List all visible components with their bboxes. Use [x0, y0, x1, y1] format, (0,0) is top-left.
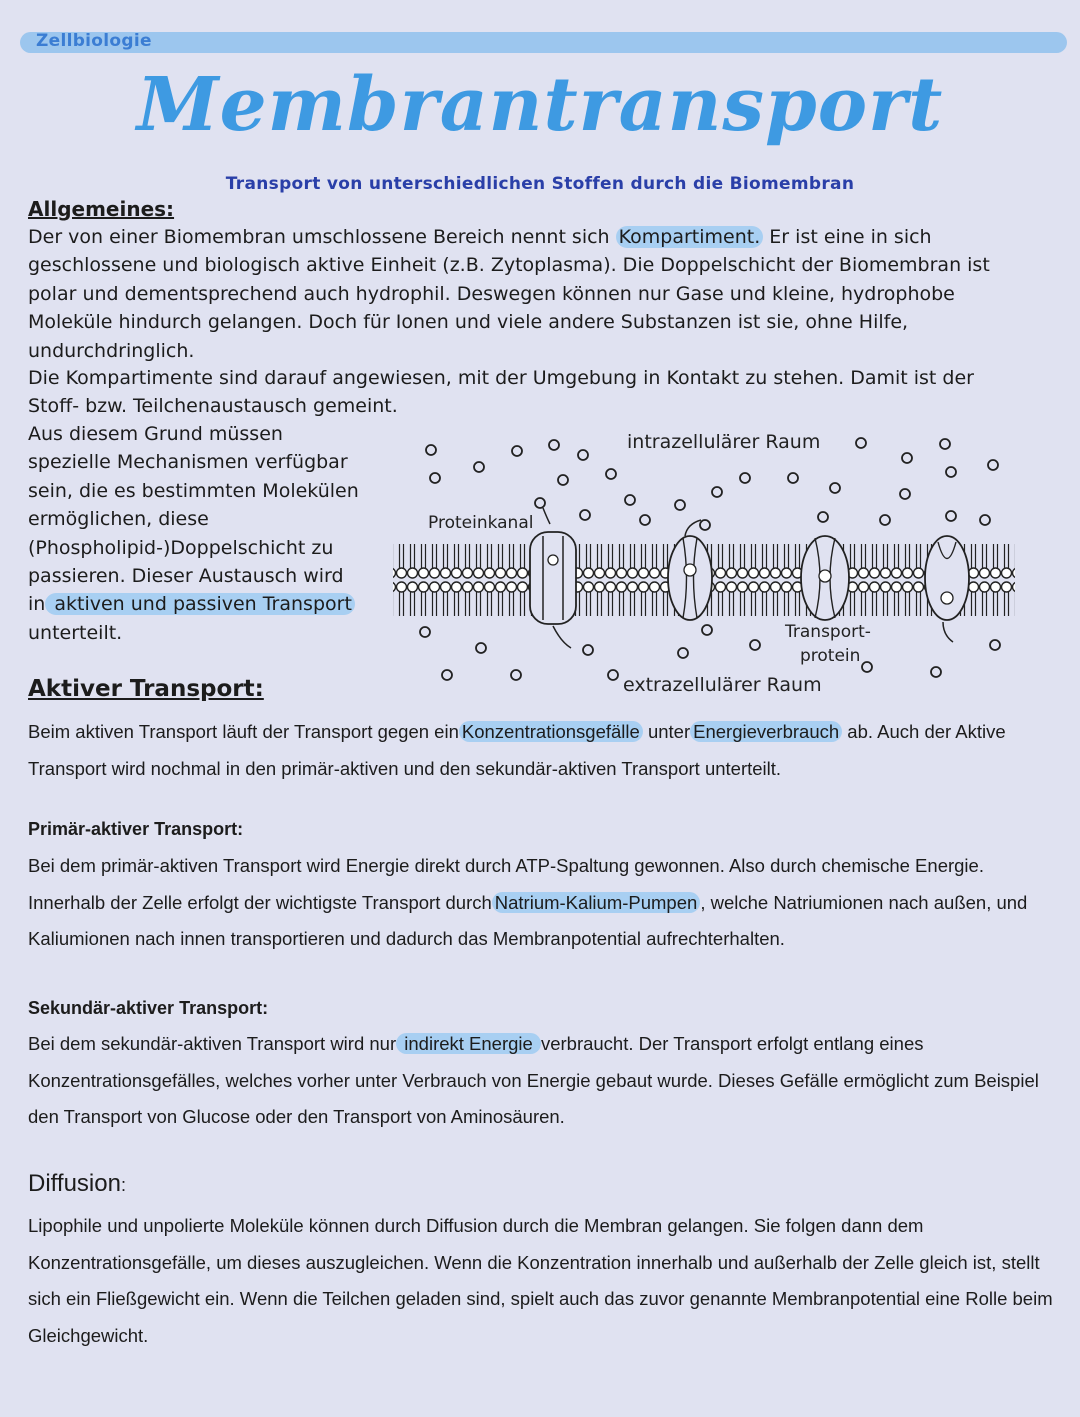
protein-channel-shape	[530, 532, 576, 624]
highlight-kompartiment: Kompartiment.	[616, 226, 764, 248]
page-title: Membrantransport	[136, 62, 944, 148]
primaer-paragraph: Bei dem primär-aktiven Transport wird Energie direkt durch ATP-Spaltung gewonnen. Also durch chemische Energie. Innerhalb der Zelle erfolgt der wichtigste Transport durch Natrium-Kalium-Pumpen , welche Natriumionen nach außen, und Kaliumionen nach innen transportieren und dadurch das Membranpotential aufrechterhalten.	[28, 855, 1028, 949]
transport-protein-2	[801, 536, 849, 620]
aktiv-heading: Aktiver Transport:	[28, 676, 264, 702]
allgemeines-heading: Allgemeines:	[28, 197, 175, 221]
allgemeines-paragraph-2: Die Kompartimente sind darauf angewiesen, mit der Umgebung in Kontakt zu stehen. Damit ist der Stoff- bzw. Teilchenaustausch gemeint.	[28, 367, 974, 418]
header-bar	[20, 32, 1067, 53]
page-subtitle: Transport von unterschiedlichen Stoffen durch die Biomembran	[225, 174, 855, 194]
transport-protein-1	[668, 536, 712, 620]
membrane-diagram	[385, 420, 1035, 705]
primaer-heading: Primär-aktiver Transport:	[28, 819, 244, 839]
highlight-indirekt-energie: indirekt Energie	[396, 1033, 541, 1054]
highlight-energieverbrauch: Energieverbrauch	[690, 721, 842, 742]
sekundaer-paragraph: Bei dem sekundär-aktiven Transport wird nur indirekt Energie verbraucht. Der Transport erfolgt entlang eines Konzentrationsgefälles, welches vorher unter Verbrauch von Energie gebaut wurde. Dieses Gefälle ermöglicht zum Beispiel den Transport von Glucose oder den Transport von Aminosäuren.	[28, 1033, 1039, 1127]
sekundaer-heading: Sekundär-aktiver Transport:	[28, 998, 269, 1018]
diffusion-heading: Diffusion:	[28, 1170, 126, 1197]
label-transport-2: protein	[800, 646, 861, 666]
highlight-konzentrationsgefaelle: Konzentrationsgefälle	[459, 721, 643, 742]
label-intrazellular: intrazellulärer Raum	[627, 431, 821, 453]
transport-protein-3	[925, 536, 969, 620]
aktiv-paragraph: Beim aktiven Transport läuft der Transport gegen ein Konzentrationsgefälle unter Energieverbrauch ab. Auch der Aktive Transport wird nochmal in den primär-aktiven und den sekundär-aktiven Transport unterteilt.	[28, 721, 1006, 779]
highlight-transport-types: aktiven und passiven Transport	[45, 593, 355, 615]
diffusion-paragraph: Lipophile und unpolierte Moleküle können durch Diffusion durch die Membran gelangen. Sie folgen dann dem Konzentrationsgefälle, um dieses auszugleichen. Wenn die Konzentration innerhalb und außerhalb der Zelle gleich ist, stellt sich ein Fließgewicht ein. Wenn die Teilchen geladen sind, spielt auch das zuvor genannte Membranpotential eine Rolle beim Gleichgewicht.	[28, 1215, 1053, 1346]
highlight-natrium-kalium-pumpen: Natrium-Kalium-Pumpen	[492, 892, 701, 913]
label-transport-1: Transport-	[785, 622, 871, 642]
label-proteinkanal: Proteinkanal	[428, 513, 534, 533]
allgemeines-paragraph-3: Aus diesem Grund müssen spezielle Mechanismen verfügbar sein, die es bestimmten Molekülen ermöglichen, diese (Phospholipid-)Doppelschicht zu passieren. Dieser Austausch wird in aktiven und passiven Transport unterteilt.	[28, 423, 359, 644]
topic-tag: Zellbiologie	[36, 31, 152, 51]
allgemeines-paragraph-1: Der von einer Biomembran umschlossene Bereich nennt sich Kompartiment. Er ist eine in sich geschlossene und biologisch aktive Einheit (z.B. Zytoplasma). Die Doppelschicht der Biomembran ist polar und dementsprechend auch hydrophil. Deswegen können nur Gase und kleine, hydrophobe Moleküle hindurch gelangen. Doch für Ionen und viele andere Substanzen ist sie, ohne Hilfe, undurchdringlich.	[28, 226, 990, 362]
label-extrazellular: extrazellulärer Raum	[623, 674, 822, 696]
